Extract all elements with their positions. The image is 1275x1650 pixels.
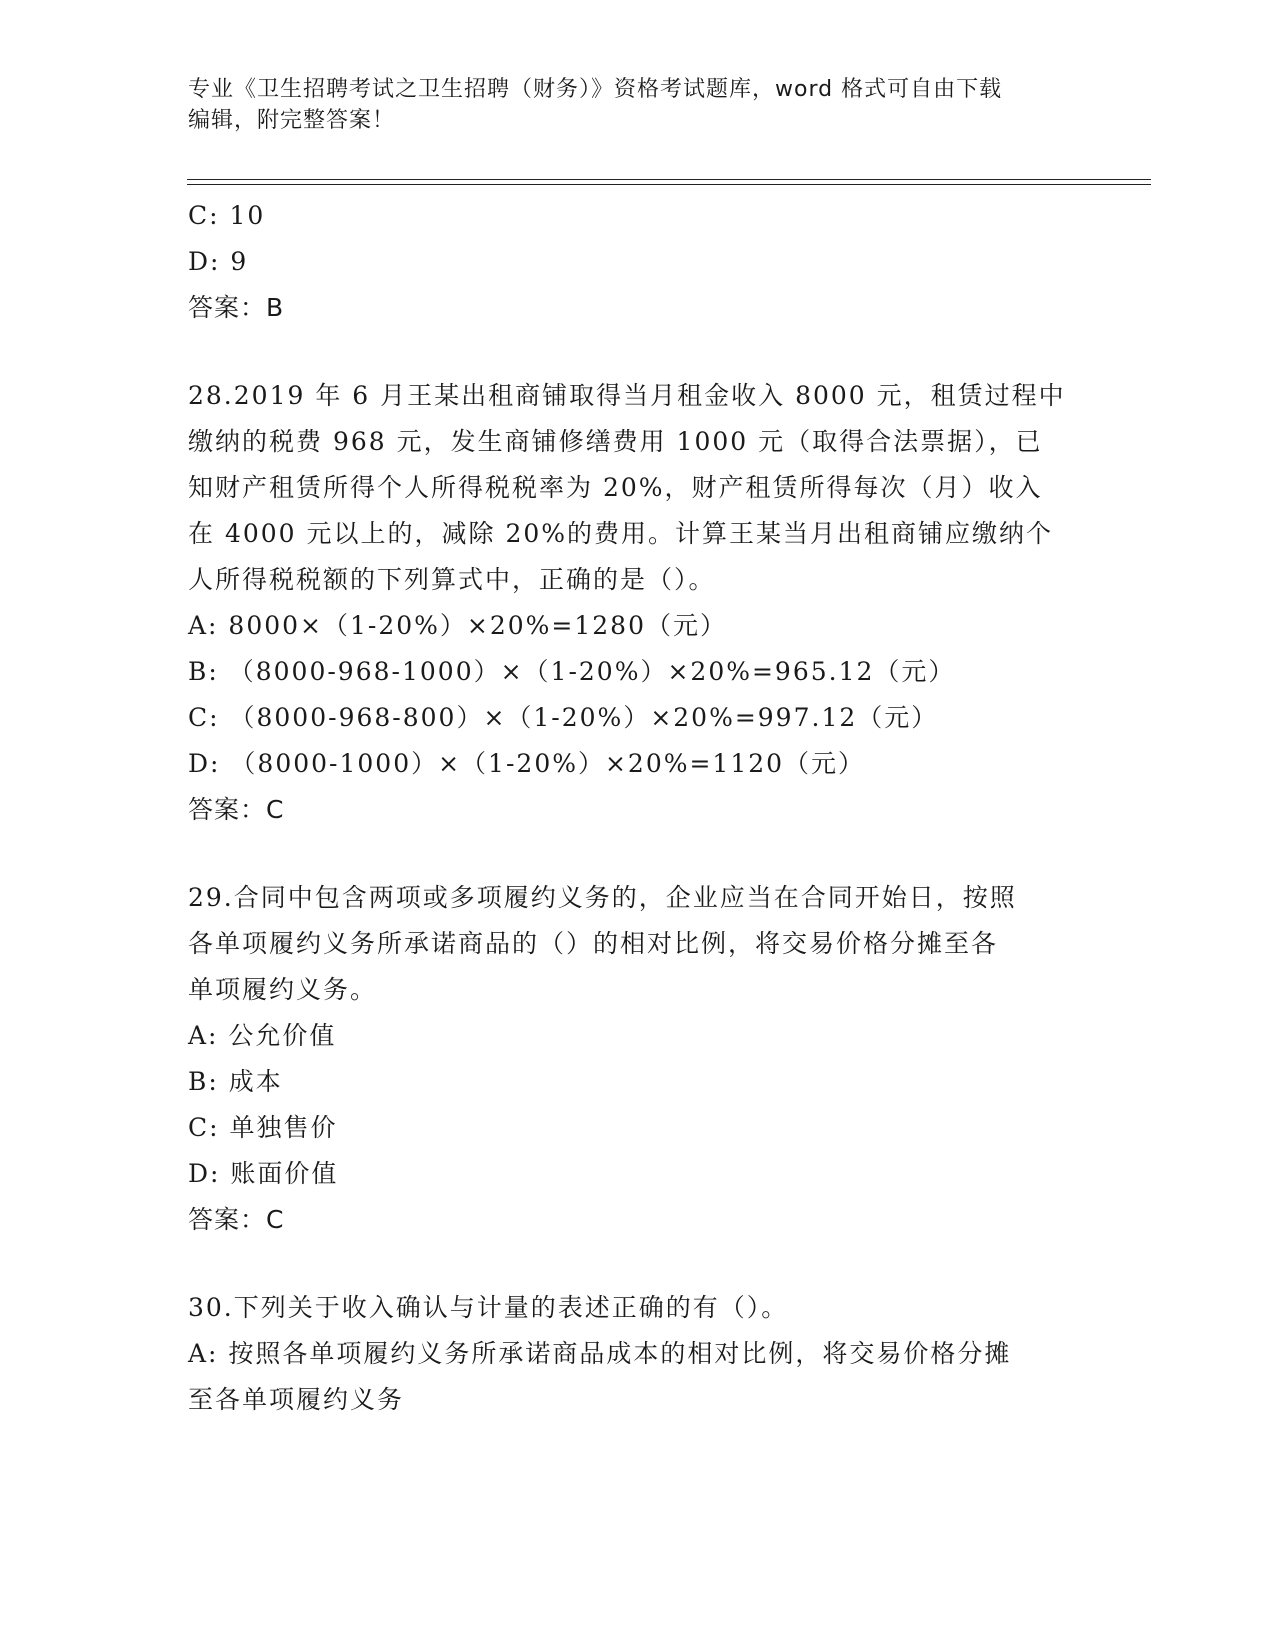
question-text-line: 30.下列关于收入确认与计量的表述正确的有（）。: [188, 1293, 789, 1322]
answer: 答案：C: [188, 795, 285, 824]
header-line-1: 专业《卫生招聘考试之卫生招聘（财务）》资格考试题库，word 格式可自由下载: [188, 77, 1003, 102]
header-rule-bottom: [187, 184, 1151, 185]
question-28: [188, 373, 1078, 833]
question-30: [188, 1285, 1078, 1423]
question-text-line: 单项履约义务。: [188, 975, 378, 1004]
question-text-line: 各单项履约义务所承诺商品的（）的相对比例，将交易价格分摊至各: [188, 929, 999, 958]
question-text-line: 人所得税税额的下列算式中，正确的是（）。: [188, 565, 716, 594]
spacer: [188, 331, 1078, 373]
previous-question: [188, 193, 1078, 331]
spacer: [188, 833, 1078, 875]
question-text-line: 28.2019 年 6 月王某出租商铺取得当月租金收入 8000 元，租赁过程中: [188, 381, 1066, 410]
header-rule-top: [187, 179, 1151, 180]
document-body: [188, 193, 1078, 1423]
spacer: [188, 1243, 1078, 1285]
option-d: D: （8000-1000）×（1-20%）×20%=1120（元）: [188, 749, 866, 778]
option-c: C: （8000-968-800）×（1-20%）×20%=997.12（元）: [188, 703, 939, 732]
question-text-line: 在 4000 元以上的，减除 20%的费用。计算王某当月出租商铺应缴纳个: [188, 519, 1054, 548]
option-a: A: 按照各单项履约义务所承诺商品成本的相对比例，将交易价格分摊: [188, 1339, 1012, 1368]
question-text-line: 知财产租赁所得个人所得税税率为 20%，财产租赁所得每次（月）收入: [188, 473, 1043, 502]
question-text-line: 29.合同中包含两项或多项履约义务的，企业应当在合同开始日，按照: [188, 883, 1017, 912]
option-a: A: 8000×（1-20%）×20%=1280（元）: [188, 611, 727, 640]
option-a-continued: 至各单项履约义务: [188, 1385, 405, 1414]
option-c: C: 10: [188, 201, 266, 230]
answer: 答案：C: [188, 1205, 285, 1234]
header-line-2: 编辑，附完整答案！: [188, 108, 396, 133]
option-d: D: 账面价值: [188, 1159, 339, 1188]
answer: 答案：B: [188, 293, 285, 322]
option-b: B: 成本: [188, 1067, 283, 1096]
option-d: D: 9: [188, 247, 249, 276]
option-a: A: 公允价值: [188, 1021, 337, 1050]
question-text-line: 缴纳的税费 968 元，发生商铺修缮费用 1000 元（取得合法票据），已: [188, 427, 1043, 456]
option-c: C: 单独售价: [188, 1113, 338, 1142]
page-header: [188, 74, 1088, 136]
question-29: [188, 875, 1078, 1243]
option-b: B: （8000-968-1000）×（1-20%）×20%=965.12（元）: [188, 657, 956, 686]
